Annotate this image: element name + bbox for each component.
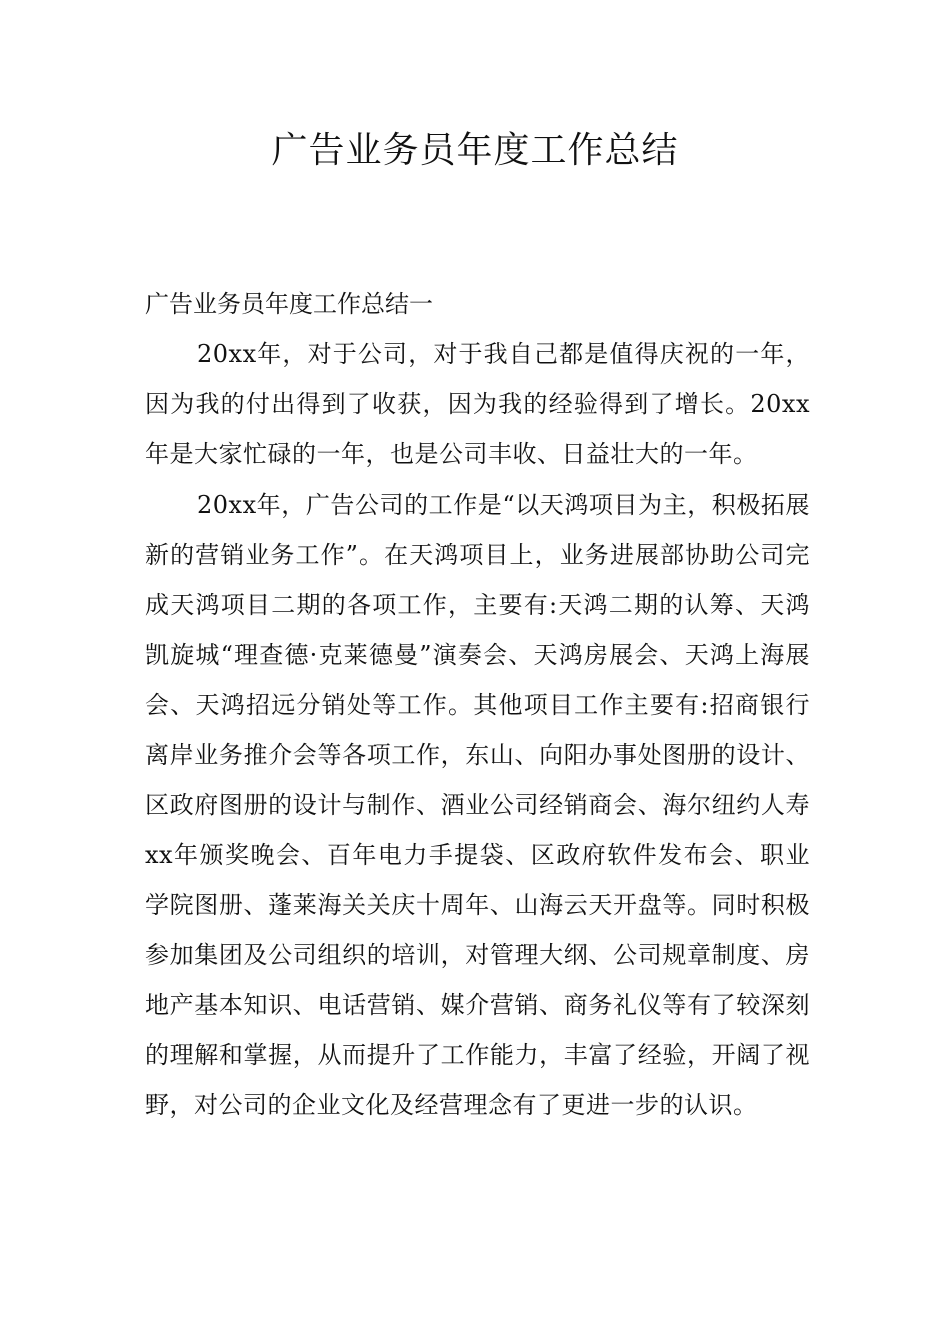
document-title: 广告业务员年度工作总结 xyxy=(271,130,679,171)
document-body xyxy=(145,279,810,1130)
paragraph-1: 20xx年，对于公司，对于我自己都是值得庆祝的一年，因为我的付出得到了收获，因为我的经验得到了增长。20xx年是大家忙碌的一年，也是公司丰收、日益壮大的一年。 xyxy=(145,340,810,468)
paragraph-2: 20xx年，广告公司的工作是“以天鸿项目为主，积极拓展新的营销业务工作”。在天鸿项目上，业务进展部协助公司完成天鸿项目二期的各项工作，主要有:天鸿二期的认筹、天鸿凯旋城“理查德·克莱德曼”演奏会、天鸿房展会、天鸿上海展会、天鸿招远分销处等工作。其他项目工作主要有:招商银行离岸业务推介会等各项工作，东山、向阳办事处图册的设计、区政府图册的设计与制作、酒业公司经销商会、海尔纽约人寿xx年颁奖晚会、百年电力手提袋、区政府软件发布会、职业学院图册、蓬莱海关关庆十周年、山海云天开盘等。同时积极参加集团及公司组织的培训，对管理大纲、公司规章制度、房地产基本知识、电话营销、媒介营销、商务礼仪等有了较深刻的理解和掌握，从而提升了工作能力，丰富了经验，开阔了视野，对公司的企业文化及经营理念有了更进一步的认识。 xyxy=(145,491,810,1119)
section-heading: 广告业务员年度工作总结一 xyxy=(145,290,433,318)
